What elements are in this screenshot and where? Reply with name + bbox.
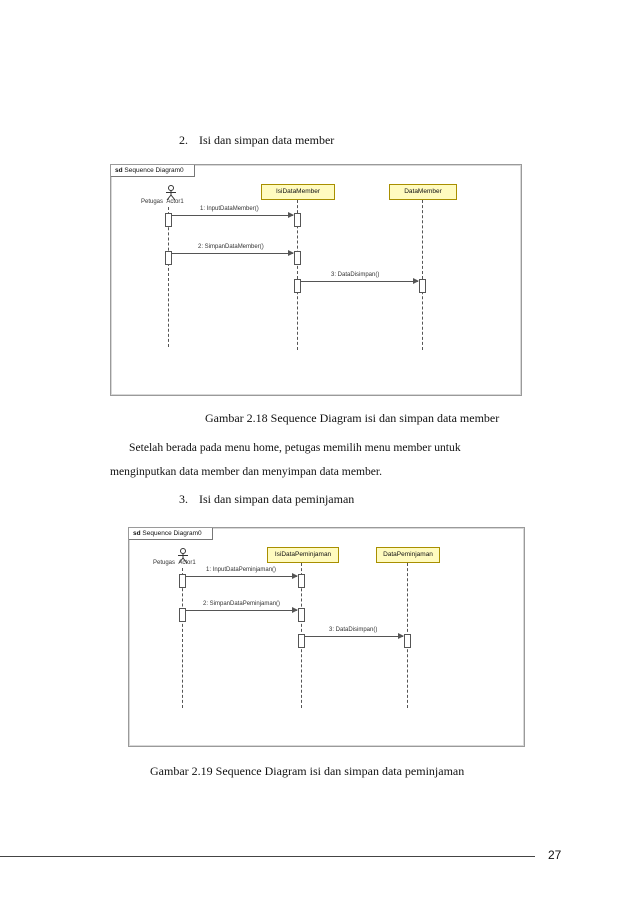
datamember-lifeline xyxy=(422,200,423,350)
activation xyxy=(294,251,301,265)
section-heading-2 xyxy=(179,133,334,148)
activation xyxy=(165,251,172,265)
section-number: 3. xyxy=(179,492,188,506)
message-arrow xyxy=(305,636,403,637)
section-title: Isi dan simpan data peminjaman xyxy=(199,492,355,506)
message-arrow xyxy=(186,576,297,577)
message-arrow xyxy=(301,281,418,282)
page-number: 27 xyxy=(548,848,562,862)
lifeline-datamember: DataMember xyxy=(389,184,457,200)
lifeline-isidatapeminjaman: IsiDataPeminjaman xyxy=(267,547,339,563)
lifeline-isidatamember: IsiDataMember xyxy=(261,184,335,200)
message-label: 3: DataDisimpan() xyxy=(331,272,380,278)
frame-label: sd Sequence Diagram0 xyxy=(111,165,195,177)
activation xyxy=(404,634,411,648)
actor-lifeline xyxy=(168,207,169,347)
figure-caption-2-18: Gambar 2.18 Sequence Diagram isi dan simpan data member xyxy=(205,411,500,425)
paragraph-line-1: Setelah berada pada menu home, petugas memilih menu member untuk xyxy=(129,441,461,454)
footer-rule xyxy=(0,856,535,857)
frame-label: sd Sequence Diagram0 xyxy=(129,528,213,540)
paragraph-line-2: menginputkan data member dan menyimpan data member. xyxy=(110,465,383,478)
activation xyxy=(298,634,305,648)
section-title: Isi dan simpan data member xyxy=(199,133,335,147)
sequence-diagram-peminjaman xyxy=(128,527,525,747)
figure-caption-2-19: Gambar 2.19 Sequence Diagram isi dan simpan data peminjaman xyxy=(150,764,465,778)
actor-label: Petugas Actor1 xyxy=(141,199,184,205)
lifeline-datapeminjaman: DataPeminjaman xyxy=(376,547,440,563)
activation xyxy=(179,608,186,622)
section-heading-3 xyxy=(179,492,354,507)
message-label: 1: InputDataPeminjaman() xyxy=(206,567,277,573)
activation xyxy=(298,574,305,588)
activation xyxy=(294,279,301,293)
activation xyxy=(294,213,301,227)
activation xyxy=(179,574,186,588)
message-label: 2: SimpanDataPeminjaman() xyxy=(203,601,281,607)
message-arrow xyxy=(172,253,293,254)
activation xyxy=(298,608,305,622)
actor-label: Petugas Actor1 xyxy=(153,560,196,566)
section-number: 2. xyxy=(179,133,188,147)
message-label: 3: DataDisimpan() xyxy=(329,627,378,633)
activation xyxy=(165,213,172,227)
message-arrow xyxy=(172,215,293,216)
activation xyxy=(419,279,426,293)
sequence-diagram-member xyxy=(110,164,522,396)
actor-lifeline xyxy=(182,568,183,708)
message-arrow xyxy=(186,610,297,611)
message-label: 1: InputDataMember() xyxy=(200,206,259,212)
message-label: 2: SimpanDataMember() xyxy=(198,244,264,250)
